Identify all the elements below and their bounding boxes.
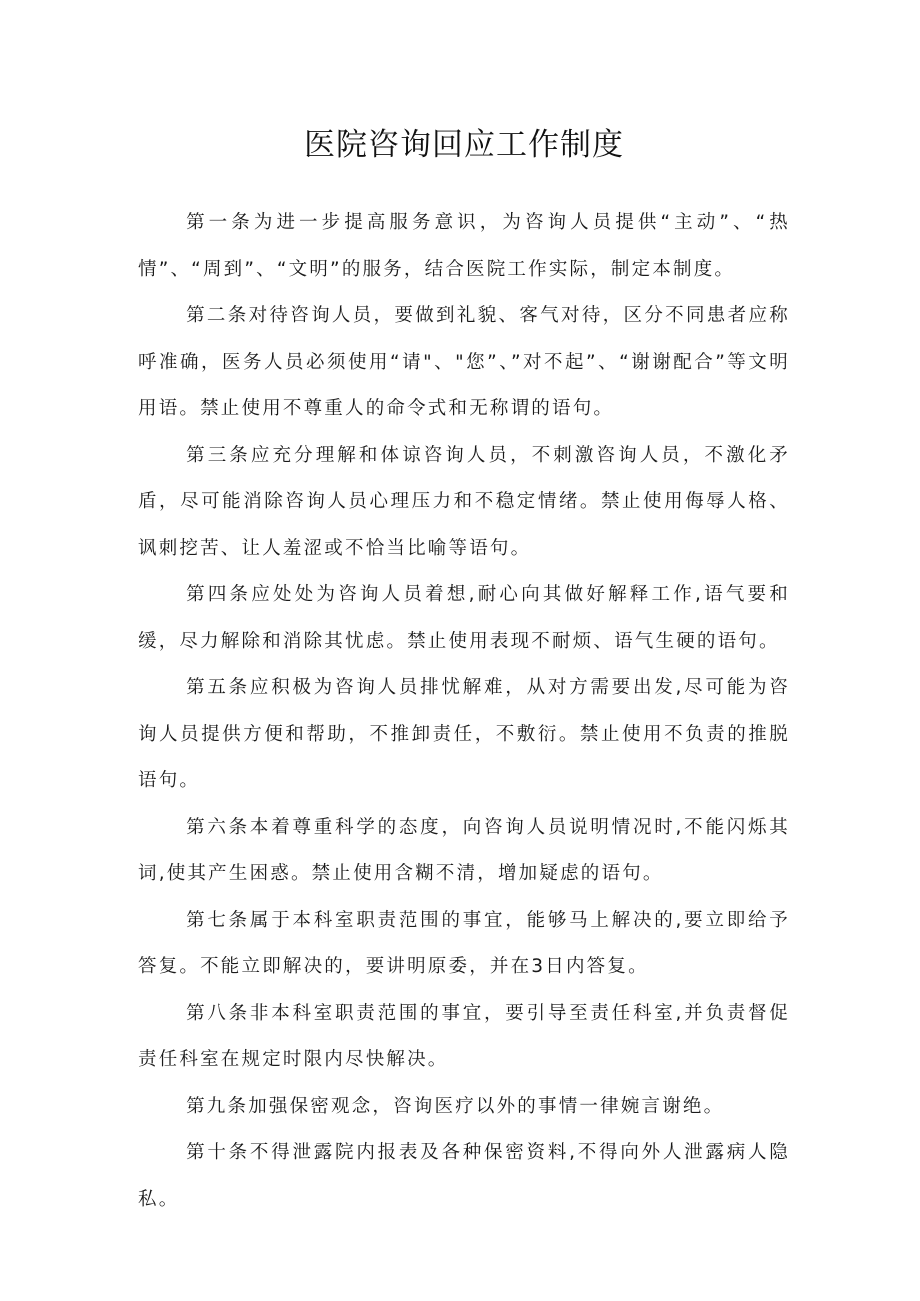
article-4: 第四条应处处为咨询人员着想,耐心向其做好解释工作,语气要和缓，尽力解除和消除其忧虑。禁止使用表现不耐烦、语气生硬的语句。 <box>138 584 790 652</box>
article-3: 第三条应充分理解和体谅咨询人员，不刺激咨询人员，不激化矛盾，尽可能消除咨询人员心理压力和不稳定情绪。禁止使用侮辱人格、讽刺挖苦、让人羞涩或不恰当比喻等语句。 <box>138 444 790 559</box>
article-10: 第十条不得泄露院内报表及各种保密资料,不得向外人泄露病人隐私。 <box>138 1142 790 1210</box>
article-1: 第一条为进一步提高服务意识，为咨询人员提供“主动”、“热情”、“周到”、“文明”的服务，结合医院工作实际，制定本制度。 <box>138 212 790 280</box>
article-8: 第八条非本科室职责范围的事宜，要引导至责任科室,并负责督促责任科室在规定时限内尽快解决。 <box>138 1002 790 1070</box>
document-title: 医院咨询回应工作制度 <box>304 127 624 163</box>
article-2: 第二条对待咨询人员，要做到礼貌、客气对待，区分不同患者应称呼准确，医务人员必须使用“请"、"您”、”对不起”、“谢谢配合”等文明用语。禁止使用不尊重人的命令式和无称谓的语句。 <box>138 305 790 419</box>
document-body <box>138 200 790 1223</box>
article-7: 第七条属于本科室职责范围的事宜，能够马上解决的,要立即给予答复。不能立即解决的，要讲明原委，并在3日内答复。 <box>138 909 790 977</box>
article-9: 第九条加强保密观念，咨询医疗以外的事情一律婉言谢绝。 <box>186 1095 725 1117</box>
article-5: 第五条应积极为咨询人员排忧解难，从对方需要出发,尽可能为咨询人员提供方便和帮助，不推卸责任，不敷衍。禁止使用不负责的推脱语句。 <box>138 677 790 791</box>
article-6: 第六条本着尊重科学的态度，向咨询人员说明情况时,不能闪烁其词,使其产生困惑。禁止使用含糊不清，增加疑虑的语句。 <box>138 816 790 884</box>
